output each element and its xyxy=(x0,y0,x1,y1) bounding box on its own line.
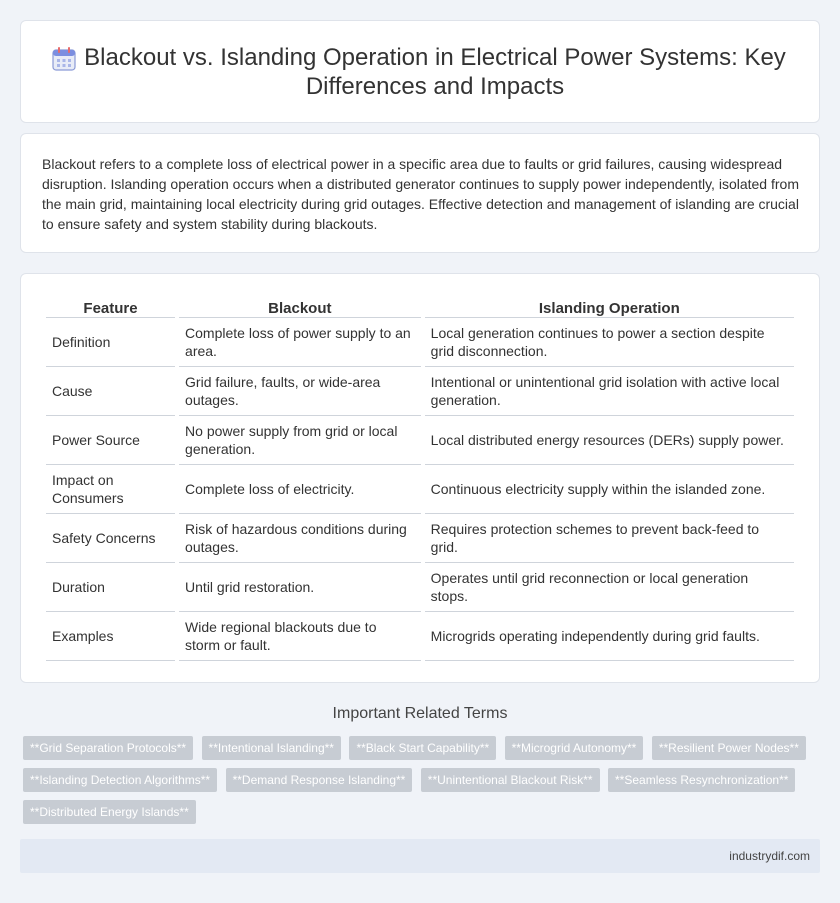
related-terms-list xyxy=(23,736,813,832)
related-tag[interactable]: **Unintentional Blackout Risk** xyxy=(421,768,600,792)
page-title: Blackout vs. Islanding Operation in Electrical Power Systems: Key Differences and Impacts xyxy=(84,44,786,100)
feature-cell: Safety Concerns xyxy=(46,514,175,563)
header-blackout: Blackout xyxy=(179,296,421,318)
blackout-cell: Wide regional blackouts due to storm or fault. xyxy=(179,612,421,661)
blackout-cell: Until grid restoration. xyxy=(179,563,421,612)
table-row xyxy=(46,514,794,563)
related-tag[interactable]: **Resilient Power Nodes** xyxy=(652,736,806,760)
related-tag[interactable]: **Microgrid Autonomy** xyxy=(505,736,644,760)
intro-card xyxy=(20,133,820,253)
table-row xyxy=(46,465,794,514)
islanding-cell: Operates until grid reconnection or local generation stops. xyxy=(425,563,794,612)
islanding-cell: Requires protection schemes to prevent back-feed to grid. xyxy=(425,514,794,563)
blackout-cell: Complete loss of electricity. xyxy=(179,465,421,514)
comparison-card xyxy=(20,273,820,683)
table-row xyxy=(46,318,794,367)
footer-site[interactable]: industrydif.com xyxy=(729,849,810,863)
islanding-cell: Intentional or unintentional grid isolation with active local generation. xyxy=(425,367,794,416)
related-tag[interactable]: **Intentional Islanding** xyxy=(202,736,341,760)
table-row xyxy=(46,563,794,612)
table-row xyxy=(46,367,794,416)
intro-text: Blackout refers to a complete loss of electrical power in a specific area due to faults or grid failures, causing widespread disruption. Islanding operation occurs when a distributed generator continues to supply power independently, isolated from the main grid, maintaining local electricity during grid outages. Effective detection and management of islanding are crucial to ensure safety and system stability during blackouts. xyxy=(42,156,799,232)
blackout-cell: Complete loss of power supply to an area. xyxy=(179,318,421,367)
header-feature: Feature xyxy=(46,296,175,318)
feature-cell: Definition xyxy=(46,318,175,367)
blackout-cell: Grid failure, faults, or wide-area outages. xyxy=(179,367,421,416)
title-card xyxy=(20,20,820,123)
islanding-cell: Local generation continues to power a section despite grid disconnection. xyxy=(425,318,794,367)
feature-cell: Impact on Consumers xyxy=(46,465,175,514)
islanding-cell: Continuous electricity supply within the islanded zone. xyxy=(425,465,794,514)
related-tag[interactable]: **Distributed Energy Islands** xyxy=(23,800,196,824)
footer xyxy=(20,839,820,873)
related-tag[interactable]: **Islanding Detection Algorithms** xyxy=(23,768,217,792)
feature-cell: Examples xyxy=(46,612,175,661)
islanding-cell: Local distributed energy resources (DERs) supply power. xyxy=(425,416,794,465)
blackout-cell: No power supply from grid or local generation. xyxy=(179,416,421,465)
comparison-table xyxy=(42,296,798,661)
islanding-cell: Microgrids operating independently during grid faults. xyxy=(425,612,794,661)
related-tag[interactable]: **Grid Separation Protocols** xyxy=(23,736,193,760)
related-tag[interactable]: **Black Start Capability** xyxy=(349,736,496,760)
header-islanding: Islanding Operation xyxy=(425,296,794,318)
related-tag[interactable]: **Seamless Resynchronization** xyxy=(608,768,795,792)
related-tag[interactable]: **Demand Response Islanding** xyxy=(226,768,413,792)
feature-cell: Duration xyxy=(46,563,175,612)
table-row xyxy=(46,612,794,661)
feature-cell: Cause xyxy=(46,367,175,416)
related-terms-title: Important Related Terms xyxy=(332,705,508,722)
table-header-row xyxy=(46,296,794,318)
blackout-cell: Risk of hazardous conditions during outages. xyxy=(179,514,421,563)
feature-cell: Power Source xyxy=(46,416,175,465)
table-row xyxy=(46,416,794,465)
